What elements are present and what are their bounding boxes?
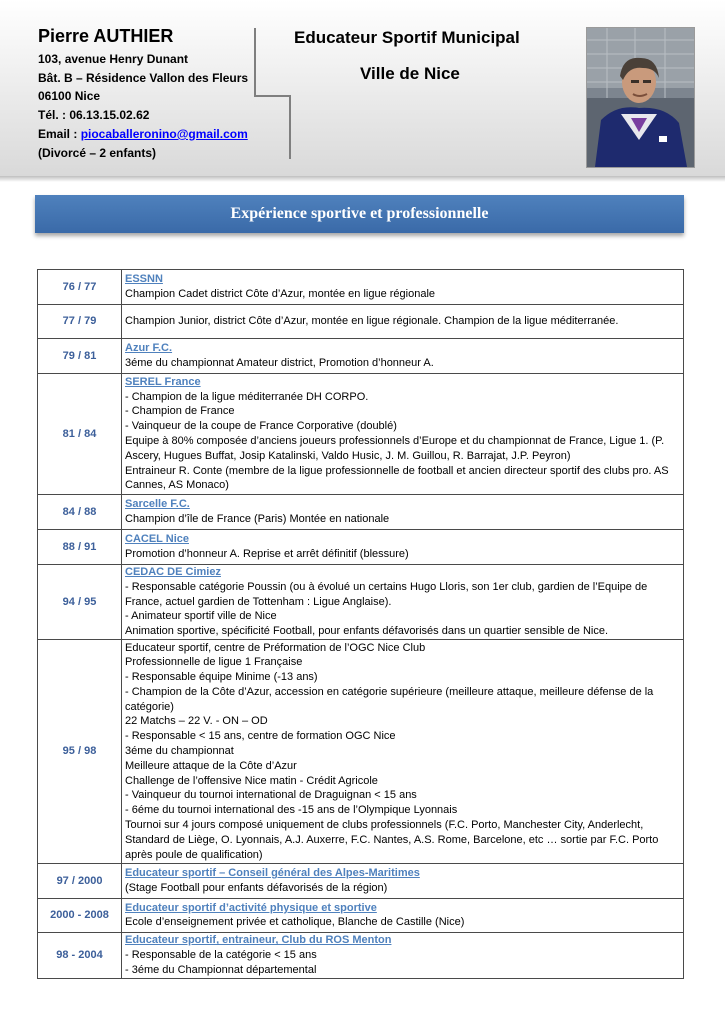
description-cell bbox=[122, 339, 684, 374]
description-line: Educateur sportif, centre de Préformation de l’OGC Nice Club bbox=[125, 641, 426, 654]
header-divider bbox=[254, 28, 256, 96]
organization-name: CEDAC DE Cimiez bbox=[125, 566, 221, 578]
candidate-name: Pierre AUTHIER bbox=[38, 26, 174, 46]
period-cell: 2000 - 2008 bbox=[38, 898, 122, 932]
description-line: 3éme du championnat bbox=[125, 745, 234, 758]
description-cell bbox=[122, 530, 684, 565]
section-title: Expérience sportive et professionnelle bbox=[230, 205, 489, 222]
address-line1: 103, avenue Henry Dunant bbox=[38, 52, 189, 66]
description-line: Animation sportive, spécificité Football, pour enfants défavorisés dans un quartier sensible de Nice. bbox=[125, 625, 609, 638]
description-line: Tournoi sur 4 jours composé uniquement de clubs professionnels (F.C. Porto, Manchester City, Anderlecht, Standard de Liège, O. Lyonnais, A.J. Auxerre, F.C. Nantes, A.S. Rome, Barcelone, etc … sortie par F.C. Porto après poule de qualification) bbox=[125, 819, 659, 861]
table-row bbox=[38, 495, 684, 530]
description-line: Champion d’île de France (Paris) Montée en nationale bbox=[125, 513, 390, 525]
organization-name: ESSNN bbox=[125, 273, 163, 286]
job-location: Ville de Nice bbox=[360, 64, 460, 83]
organization-name: Sarcelle F.C. bbox=[125, 498, 190, 511]
table-row bbox=[38, 639, 684, 863]
period-cell: 81 / 84 bbox=[38, 374, 122, 495]
table-row bbox=[38, 270, 684, 305]
description-line: Entraineur R. Conte (membre de la ligue professionnelle de football et ancien directeur sportif des clubs pro. AS Cannes, AS Monaco) bbox=[125, 464, 669, 492]
address-line2: Bât. B – Résidence Vallon des Fleurs bbox=[38, 70, 249, 85]
organization-name: SEREL France bbox=[125, 375, 201, 388]
description-cell bbox=[122, 305, 684, 339]
period-cell: 76 / 77 bbox=[38, 270, 122, 305]
description-line: Champion Junior, district Côte d’Azur, montée en ligue régionale. Champion de la ligue méditerranée. bbox=[125, 315, 619, 328]
header-shadow bbox=[0, 176, 725, 182]
table-row bbox=[38, 863, 684, 898]
contact-block bbox=[38, 50, 248, 162]
period-cell: 97 / 2000 bbox=[38, 863, 122, 898]
description-line: - Champion de France bbox=[125, 405, 235, 418]
description-line: - Responsable équipe Minime (-13 ans) bbox=[125, 671, 318, 684]
description-cell bbox=[122, 898, 684, 932]
period-cell: 77 / 79 bbox=[38, 305, 122, 339]
address-line3: 06100 Nice bbox=[38, 89, 101, 104]
experience-table bbox=[37, 269, 684, 979]
profile-photo-illustration bbox=[587, 28, 694, 167]
family-status: (Divorcé – 2 enfants) bbox=[38, 145, 157, 160]
email-label: Email : bbox=[38, 126, 81, 141]
description-line: 3éme du championnat Amateur district, Promotion d’honneur A. bbox=[125, 357, 434, 369]
description-line: Challenge de l’offensive Nice matin - Crédit Agricole bbox=[125, 774, 378, 787]
profile-photo bbox=[586, 27, 695, 168]
table-row bbox=[38, 898, 684, 932]
table-row bbox=[38, 530, 684, 565]
description-line: - 6éme du tournoi international des -15 ans de l’Olympique Lyonnais bbox=[125, 804, 458, 817]
header-divider-lower bbox=[289, 95, 291, 159]
phone: Tél. : 06.13.15.02.62 bbox=[38, 108, 150, 123]
email-row bbox=[38, 125, 248, 144]
description-line: (Stage Football pour enfants défavorisés de la région) bbox=[125, 881, 388, 894]
description-line: - Champion de la ligue méditerranée DH CORPO. bbox=[125, 390, 369, 403]
description-line: Professionnelle de ligue 1 Française bbox=[125, 656, 303, 669]
description-line: 22 Matchs – 22 V. - ON – OD bbox=[125, 715, 268, 728]
table-row bbox=[38, 932, 684, 978]
organization-name: Educateur sportif – Conseil général des Alpes-Maritimes bbox=[125, 867, 420, 880]
description-cell bbox=[122, 270, 684, 305]
table-row bbox=[38, 339, 684, 374]
description-cell bbox=[122, 932, 684, 978]
description-line: Promotion d’honneur A. Reprise et arrêt définitif (blessure) bbox=[125, 548, 409, 560]
description-cell bbox=[122, 863, 684, 898]
period-cell: 84 / 88 bbox=[38, 495, 122, 530]
table-row bbox=[38, 565, 684, 640]
description-cell bbox=[122, 495, 684, 530]
period-cell: 94 / 95 bbox=[38, 565, 122, 640]
description-cell bbox=[122, 374, 684, 495]
period-cell: 88 / 91 bbox=[38, 530, 122, 565]
description-line: Meilleure attaque de la Côte d’Azur bbox=[125, 759, 297, 772]
description-line: Equipe à 80% composée d’anciens joueurs professionnels d’Europe et du championnat de France, Ligue 1. (P. Ascery, Hugues Buffat, Josip Katalinski, Valdo Husic, J. M. Guillou, R. Barrajat, J.P. Peyron) bbox=[125, 435, 665, 462]
period-cell: 98 - 2004 bbox=[38, 932, 122, 978]
section-banner bbox=[35, 195, 684, 233]
description-line: - Responsable catégorie Poussin (ou à évolué un certains Hugo Lloris, son 1er club, gardien de l’Equipe de France, actuel gardien de Tottenham : Ligue Anglaise). bbox=[125, 580, 648, 608]
description-line: - Responsable < 15 ans, centre de formation OGC Nice bbox=[125, 730, 396, 743]
organization-name: Educateur sportif, entraineur, Club du ROS Menton bbox=[125, 934, 392, 947]
email-link[interactable]: piocaballeronino@gmail.com bbox=[80, 126, 248, 141]
description-line: - Responsable de la catégorie < 15 ans bbox=[125, 949, 317, 962]
organization-name: Azur F.C. bbox=[125, 342, 173, 355]
description-line: - Animateur sportif ville de Nice bbox=[125, 610, 277, 623]
table-row bbox=[38, 374, 684, 495]
header-divider-step bbox=[254, 95, 291, 97]
organization-name: CACEL Nice bbox=[125, 533, 189, 546]
period-cell: 95 / 98 bbox=[38, 639, 122, 863]
description-line: - 3éme du Championnat départemental bbox=[125, 963, 317, 976]
period-cell: 79 / 81 bbox=[38, 339, 122, 374]
description-line: Ecole d’enseignement privée et catholique, Blanche de Castille (Nice) bbox=[125, 916, 465, 929]
description-line: - Vainqueur du tournoi international de Draguignan < 15 ans bbox=[125, 789, 417, 802]
description-line: - Champion de la Côte d’Azur, accession en catégorie supérieure (meilleure attaque, meilleure défense de la catégorie) bbox=[125, 685, 654, 713]
description-line: - Vainqueur de la coupe de France Corporative (doublé) bbox=[125, 420, 397, 433]
description-cell bbox=[122, 639, 684, 863]
description-cell bbox=[122, 565, 684, 640]
organization-name: Educateur sportif d’activité physique et sportive bbox=[125, 901, 377, 914]
description-line: Champion Cadet district Côte d’Azur, montée en ligue régionale bbox=[125, 288, 436, 300]
table-row bbox=[38, 305, 684, 339]
job-title: Educateur Sportif Municipal bbox=[294, 28, 520, 47]
